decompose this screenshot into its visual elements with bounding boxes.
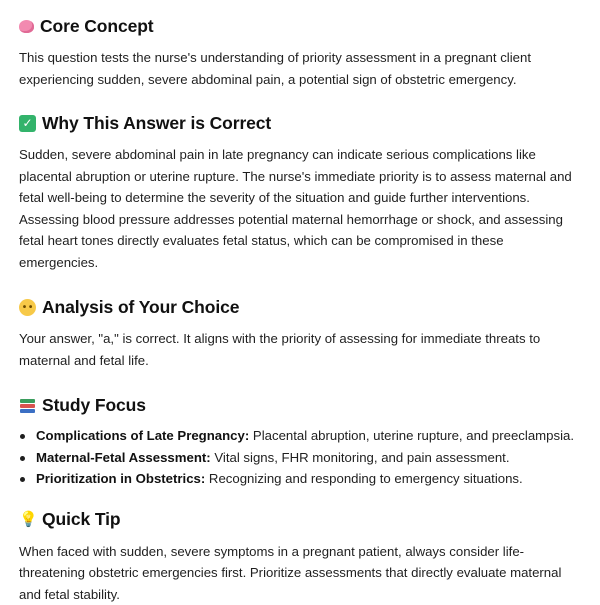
books-icon xyxy=(19,397,36,414)
core-concept-title: Core Concept xyxy=(40,16,154,37)
list-item-text: Vital signs, FHR monitoring, and pain assessment. xyxy=(211,450,510,465)
study-focus-section xyxy=(19,391,582,490)
list-item xyxy=(19,468,582,490)
quick-tip-section xyxy=(19,506,582,605)
list-item-term: Maternal-Fetal Assessment: xyxy=(36,450,211,465)
analysis-title: Analysis of Your Choice xyxy=(42,297,239,318)
bullet-dot xyxy=(20,434,25,439)
check-mark-icon: ✓ xyxy=(19,115,36,132)
quick-tip-text: When faced with sudden, severe symptoms in a pregnant patient, always consider life-threatening obstetric emergencies first. Prioritize assessments that directly evaluate maternal and fetal stability. xyxy=(19,541,582,605)
list-item-text: Placental abruption, uterine rupture, and preeclampsia. xyxy=(249,428,574,443)
analysis-section xyxy=(19,293,582,371)
bullet-dot xyxy=(20,456,25,461)
thinking-face-icon: • • xyxy=(19,299,36,316)
why-correct-text: Sudden, severe abdominal pain in late pregnancy can indicate serious complications like placental abruption or uterine rupture. The nurse's immediate priority is to assess maternal and fetal well-being to determine the severity of the situation and guide further interventions. Assessing blood pressure addresses potential maternal hemorrhage or shock, and assessing fetal heart tones directly evaluates fetal status, which can be compromised in these emergencies. xyxy=(19,144,582,273)
list-item xyxy=(19,425,582,447)
list-item-term: Complications of Late Pregnancy: xyxy=(36,428,249,443)
list-item-term: Prioritization in Obstetrics: xyxy=(36,471,205,486)
list-item xyxy=(19,447,582,469)
bullet-dot xyxy=(20,477,25,482)
quick-tip-title: Quick Tip xyxy=(42,509,121,530)
core-concept-text: This question tests the nurse's understanding of priority assessment in a pregnant client experiencing sudden, severe abdominal pain, a potential sign of obstetric emergency. xyxy=(19,47,582,90)
analysis-heading xyxy=(19,293,582,321)
why-correct-title: Why This Answer is Correct xyxy=(42,113,271,134)
study-focus-heading xyxy=(19,391,582,419)
core-concept-heading xyxy=(19,12,582,40)
light-bulb-icon: 💡 xyxy=(19,511,36,528)
quick-tip-heading xyxy=(19,506,582,534)
analysis-text: Your answer, "a," is correct. It aligns with the priority of assessing for immediate threats to maternal and fetal life. xyxy=(19,328,582,371)
why-correct-heading xyxy=(19,109,582,137)
brain-icon xyxy=(19,20,34,33)
list-item-text: Recognizing and responding to emergency situations. xyxy=(205,471,522,486)
why-correct-section xyxy=(19,109,582,273)
core-concept-section xyxy=(19,12,582,90)
study-focus-list xyxy=(19,425,582,490)
study-focus-title: Study Focus xyxy=(42,395,146,416)
